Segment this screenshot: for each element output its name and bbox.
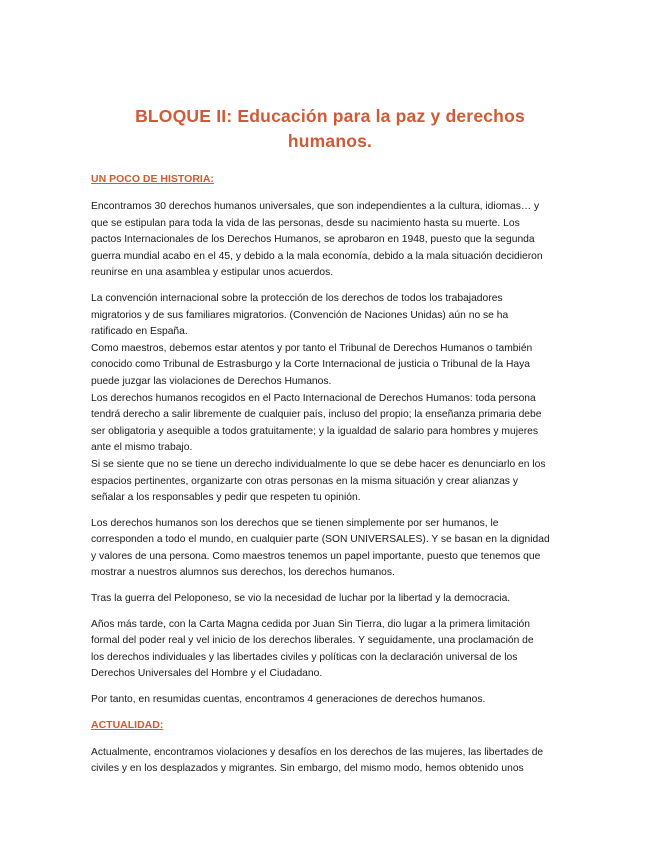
paragraph-line: ser obligatoria y asequible a todos gratuitamente; y la igualdad de salario para hombres y mujeres [91,425,539,437]
section-heading: UN POCO DE HISTORIA: [91,173,214,185]
paragraph-line: formal del poder real y vel inicio de los derechos liberales. Y seguidamente, una proclamación de [91,635,534,647]
paragraph [91,199,569,282]
paragraph-line: pactos Internacionales de los Derechos Humanos, se aprobaron en 1948, puesto que la segunda [91,234,535,246]
paragraph-line: Encontramos 30 derechos humanos universales, que son independientes a la cultura, idiomas… y [91,201,540,212]
paragraph [91,516,569,582]
paragraph-line: reunirse en una asamblea y estipular unos acuerdos. [91,267,334,279]
paragraph [91,291,569,507]
paragraph-line: civiles y en los desplazados y migrantes. Sin embargo, del mismo modo, hemos obtenido unos [91,763,524,775]
paragraph-line: ratificado en España. [91,326,188,338]
paragraph [91,591,569,608]
paragraph-line: Como maestros, debemos estar atentos y por tanto el Tribunal de Derechos Humanos o también [91,342,533,354]
paragraph-line: espacios pertinentes, organizarte con otras personas en la misma situación y crear alianzas y [91,475,518,487]
document-title-line-1: BLOQUE II: Educación para la paz y derechos [135,106,525,126]
paragraph-line: conocido como Tribunal de Estrasburgo y la Corte Internacional de justicia o Tribunal de la Haya [91,359,531,371]
paragraph-line: migratorios y de sus familiares migratorios. (Convención de Naciones Unidas) aún no se ha [91,309,509,321]
paragraph-line: Años más tarde, con la Carta Magna cedida por Juan Sin Tierra, dio lugar a la primera limitación [91,618,530,630]
paragraph [91,745,569,778]
paragraph-line: Actualmente, encontramos violaciones y desafíos en los derechos de las mujeres, las libertades de [91,746,544,758]
paragraph-line: La convención internacional sobre la protección de los derechos de todos los trabajadores [91,292,503,304]
paragraph-line: señalar a los responsables y pedir que respeten tu opinión. [91,492,361,504]
paragraph-line: tendrá derecho a salir libremente de cualquier país, incluso del propio; la enseñanza primaria debe [91,409,542,421]
paragraph-line: Derechos Universales del Hombre y el Ciudadano. [91,668,323,680]
paragraph-line: guerra mundial acabo en el 45, y debido a la mala economía, debido a la mala situación decidieron [91,250,543,262]
paragraph-line: Tras la guerra del Peloponeso, se vio la necesidad de luchar por la libertad y la democracia. [91,593,511,605]
paragraph [91,617,569,683]
paragraph-line: y valores de una persona. Como maestros tenemos un papel importante, puesto que tenemos que [91,550,541,562]
section-heading: ACTUALIDAD: [91,718,164,731]
paragraph [91,692,569,709]
document-title-line-2: humanos. [287,131,373,151]
document-body [91,172,569,778]
paragraph-line: Si se siente que no se tiene un derecho individualmente lo que se debe hacer es denunciarlo en los [91,458,546,470]
paragraph-line: que se estipulan para toda la vida de las personas, desde su nacimiento hasta su muerte. Los [91,217,520,229]
paragraph-line: los derechos individuales y las libertades civiles y políticas con la declaración universal de los [91,651,518,663]
paragraph-line: Los derechos humanos son los derechos que se tienen simplemente por ser humanos, le [91,517,499,529]
paragraph-line: mostrar a nuestros alumnos sus derechos, los derechos humanos. [91,567,395,579]
document-title [91,104,569,154]
paragraph-line: puede juzgar las violaciones de Derechos Humanos. [91,375,332,387]
paragraph-line: Por tanto, en resumidas cuentas, encontramos 4 generaciones de derechos humanos. [91,694,486,706]
paragraph-line: Los derechos humanos recogidos en el Pacto Internacional de Derechos Humanos: toda persona [91,392,536,404]
paragraph-line: ante el mismo trabajo. [91,442,193,454]
paragraph-line: corresponden a todo el mundo, en cualquier parte (SON UNIVERSALES). Y se basan en la dignidad [91,534,550,546]
